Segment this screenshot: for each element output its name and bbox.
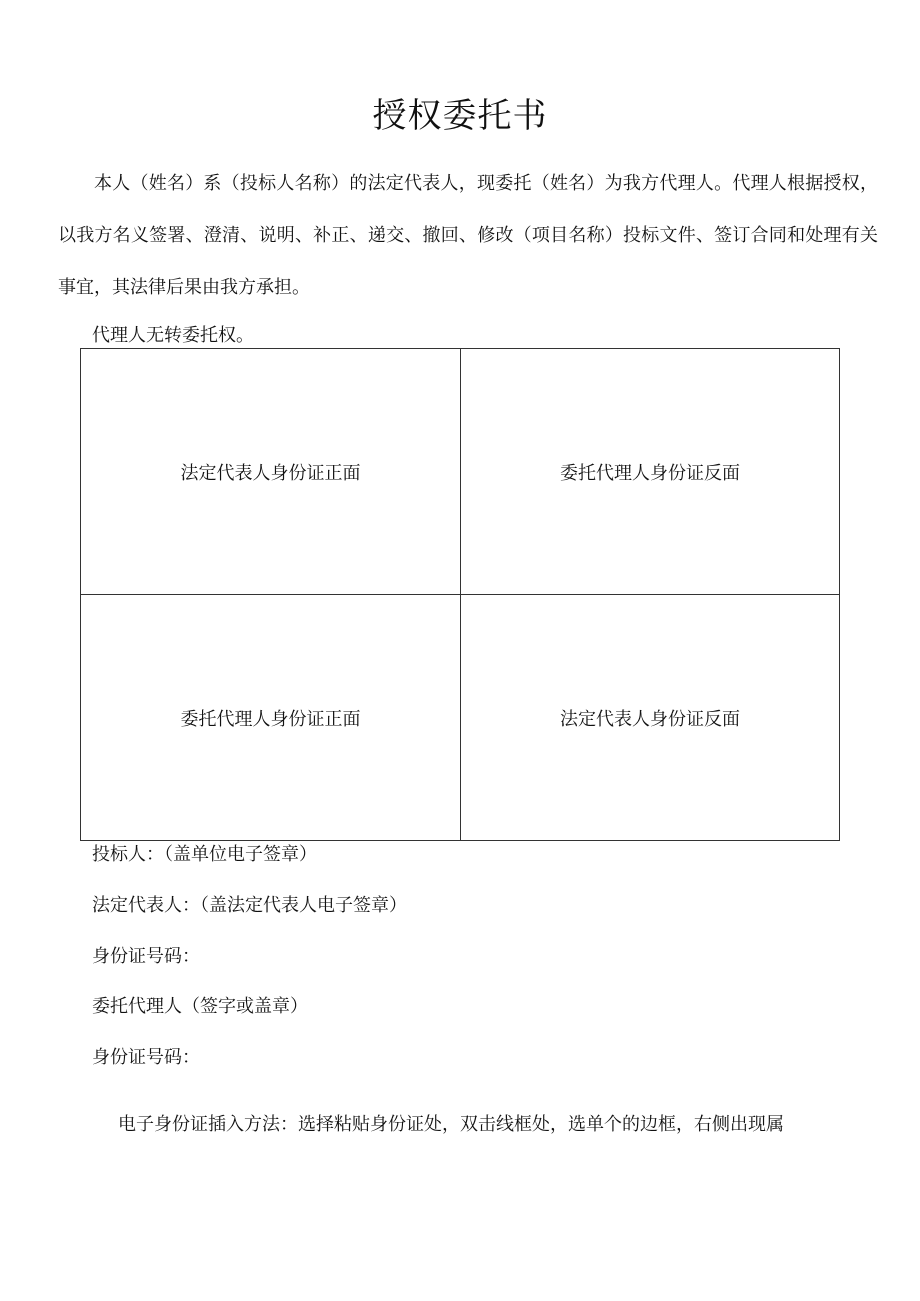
id-grid-row: [81, 349, 840, 595]
intro-paragraph: 本人（姓名）系（投标人名称）的法定代表人，现委托（姓名）为我方代理人。代理人根据授权，以我方名义签署、澄清、说明、补正、递交、撤回、修改（项目名称）投标文件、签订合同和处理有关事宜，其法律后果由我方承担。: [58, 173, 878, 298]
legal-rep-id-number-line: 身份证号码：: [92, 946, 200, 967]
no-reassign-statement: 代理人无转委托权。: [92, 325, 254, 346]
id-cell-legal-rep-back[interactable]: 法定代表人身份证反面: [461, 595, 840, 841]
id-cell-legal-rep-front[interactable]: 法定代表人身份证正面: [81, 349, 461, 595]
id-card-grid: [80, 348, 840, 841]
legal-rep-seal-line: 法定代表人：（盖法定代表人电子签章）: [92, 895, 407, 916]
agent-id-number-line: 身份证号码：: [92, 1047, 200, 1068]
agent-signature-line: 委托代理人（签字或盖章）: [92, 996, 308, 1017]
document-title: 授权委托书: [372, 96, 548, 136]
id-cell-agent-front[interactable]: 委托代理人身份证正面: [81, 595, 461, 841]
id-insert-method-note: 电子身份证插入方法：选择粘贴身份证处，双击线框处，选单个的边框，右侧出现属: [118, 1114, 784, 1135]
id-cell-agent-back[interactable]: 委托代理人身份证反面: [461, 349, 840, 595]
bidder-seal-line: 投标人：（盖单位电子签章）: [92, 844, 317, 865]
id-grid-row: [81, 595, 840, 841]
